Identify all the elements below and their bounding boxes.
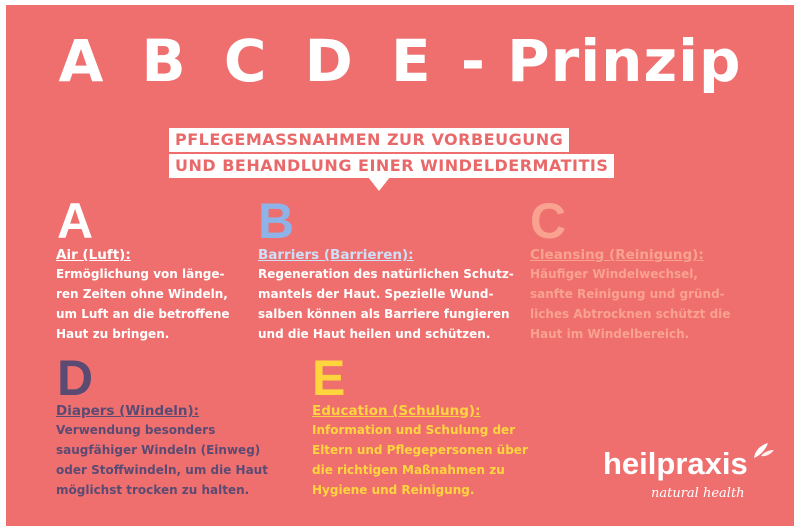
section-e-letter: E [312,350,346,406]
section-c-heading: Cleansing (Reinigung): [530,247,704,263]
section-c-line: sanfte Reinigung und gründ- [530,287,725,301]
section-c-line: Häufiger Windelwechsel, [530,267,698,281]
logo-tagline: natural health [651,486,745,501]
section-b-heading: Barriers (Barrieren): [258,247,414,263]
page-title [0,26,800,96]
section-e-line: Information und Schulung der [312,423,516,437]
section-a-line: um Luft an die betroffene [56,307,230,321]
section-e-heading: Education (Schulung): [312,403,481,419]
section-b-line: und die Haut heilen und schützen. [258,327,491,341]
section-e-body [312,420,528,500]
section-c-letter: C [530,193,567,249]
section-d-line: oder Stoffwindeln, um die Haut [56,463,268,477]
section-d-line: saugfähiger Windeln (Einweg) [56,443,261,457]
section-e-line: Eltern und Pflegepersonen über [312,443,528,457]
section-d-heading: Diapers (Windeln): [56,403,200,419]
section-d-line: Verwendung besonders [56,423,216,437]
subtitle-speech-bubble [169,128,624,180]
title-dash: - [439,27,508,95]
section-a-heading: Air (Luft): [56,247,131,263]
heilpraxis-logo [603,446,783,506]
section-a-line: ren Zeiten ohne Windeln, [56,287,228,301]
section-b-body [258,264,514,344]
speech-bubble-tail [368,177,390,191]
section-b-line: salben können als Barriere fungieren [258,307,510,321]
section-c-line: liches Abtrocknen schützt die [530,307,731,321]
section-a-line: Ermöglichung von länge- [56,267,225,281]
leaf-icon [751,440,775,460]
title-letters: A B C D E [58,27,440,95]
section-b-line: mantels der Haut. Spezielle Wund- [258,287,494,301]
section-e-line: Hygiene und Reinigung. [312,483,475,497]
section-c-body [530,264,730,344]
subtitle-line-1: PFLEGEMASSNAHMEN ZUR VORBEUGUNG [169,128,569,152]
section-a-letter: A [57,193,94,249]
section-a-body [56,264,230,344]
section-b-line: Regeneration des natürlichen Schutz- [258,267,514,281]
section-d-line: möglichst trocken zu halten. [56,483,250,497]
section-b-letter: B [258,193,295,249]
section-d-body [56,420,268,500]
title-word: Prinzip [507,27,742,95]
subtitle-line-2: UND BEHANDLUNG EINER WINDELDERMATITIS [169,154,614,178]
logo-wordmark: heilpraxis [603,446,748,481]
section-c-line: Haut im Windelbereich. [530,327,690,341]
section-d-letter: D [57,350,94,406]
section-e-line: die richtigen Maßnahmen zu [312,463,505,477]
section-a-line: Haut zu bringen. [56,327,170,341]
